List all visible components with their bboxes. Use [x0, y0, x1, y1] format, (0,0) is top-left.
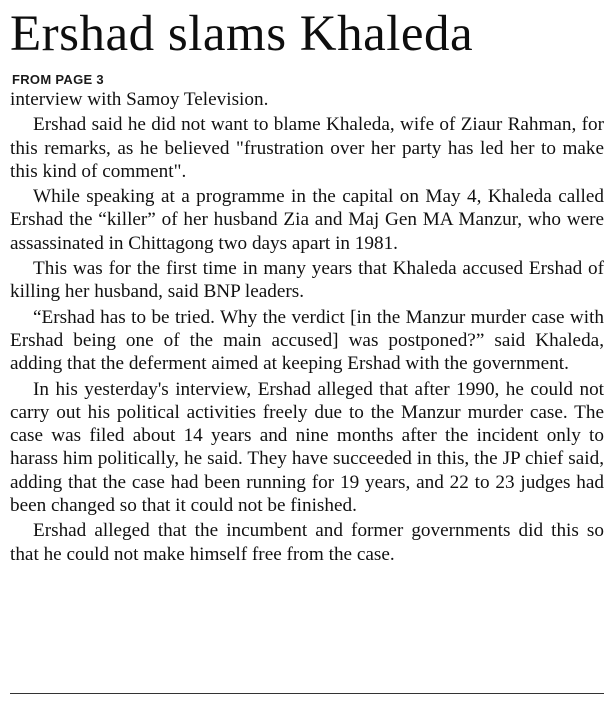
- headline: Ershad slams Khaleda: [10, 6, 474, 62]
- paragraph-7: Ershad alleged that the incumbent and former governments did this so that he could not make himself free from the case.: [10, 520, 604, 565]
- article-body: [10, 88, 604, 566]
- paragraph-6: In his yesterday's interview, Ershad alleged that after 1990, he could not carry out his political activities freely due to the Manzur murder case. The case was filed about 14 years and nine months after the incident only to harass him politically, he said. They have succeeded in this, the JP chief said, adding that the case had been running for 19 years, and 22 to 23 judges had been changed so that it could not be finished.: [10, 378, 604, 517]
- paragraph-5: “Ershad has to be tried. Why the verdict [in the Manzur murder case with Ershad being one of the main accused] was postponed?” said Khaleda, adding that the deferment aimed at keeping Ershad with the government.: [10, 306, 604, 375]
- article: [10, 0, 604, 568]
- bottom-rule: [10, 693, 604, 694]
- continued-from-label: FROM PAGE 3: [12, 72, 104, 87]
- paragraph-4: This was for the first time in many years that Khaleda accused Ershad of killing her husband, said BNP leaders.: [10, 258, 604, 303]
- paragraph-1: interview with Samoy Television.: [10, 89, 269, 110]
- paragraph-2: Ershad said he did not want to blame Khaleda, wife of Ziaur Rahman, for this remarks, as he believed "frustration over her party has led her to make this kind of comment".: [10, 114, 604, 182]
- paragraph-3: While speaking at a programme in the capital on May 4, Khaleda called Ershad the “killer” of her husband Zia and Maj Gen MA Manzur, who were assassinated in Chittagong two days apart in 1981.: [10, 186, 604, 254]
